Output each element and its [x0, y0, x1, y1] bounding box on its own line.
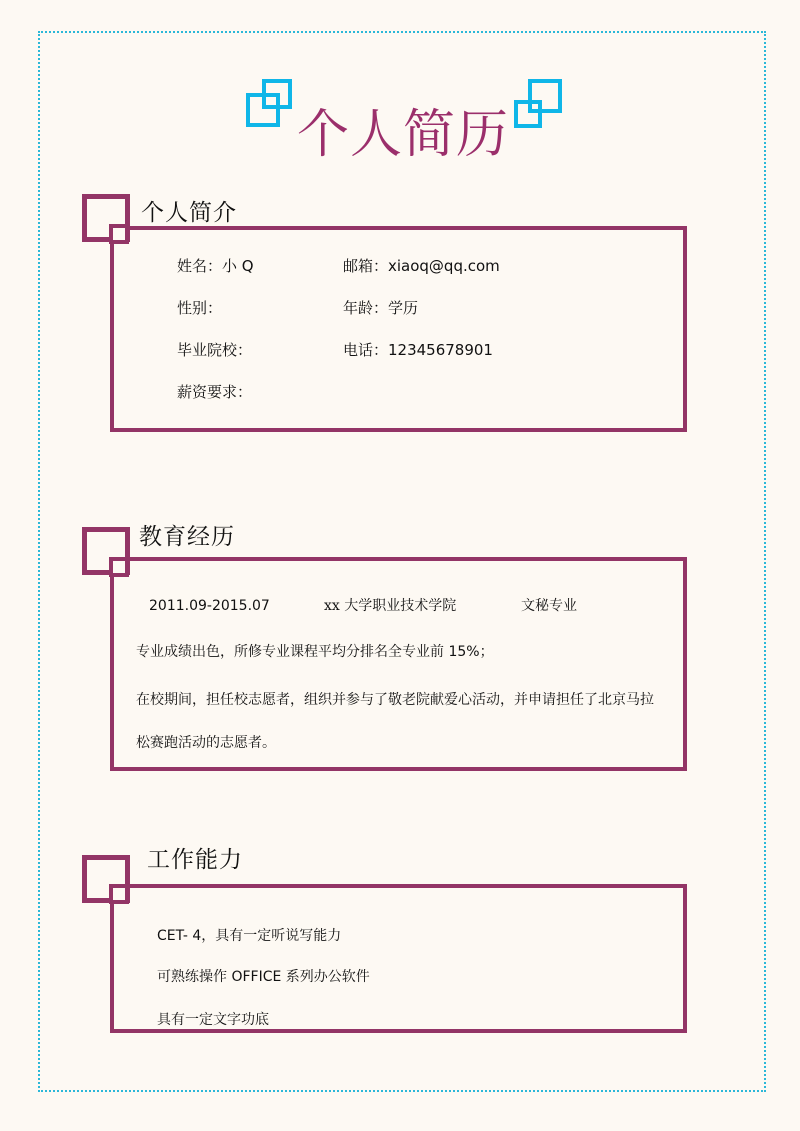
skills-section-deco-small [109, 884, 129, 904]
education-section-title: 教育经历 [139, 524, 235, 550]
page-title: 个人简历 [296, 105, 509, 165]
education-line-3: 松赛跑活动的志愿者。 [136, 735, 276, 751]
profile-name: 姓名：小 Q [177, 257, 254, 275]
profile-section-title: 个人简介 [141, 200, 237, 226]
profile-salary: 薪资要求： [177, 383, 253, 401]
education-major: 文秘专业 [521, 598, 577, 614]
skill-item-3: 具有一定文字功底 [157, 1012, 269, 1028]
profile-school: 毕业院校： [177, 341, 253, 359]
profile-email: 邮箱：xiaoq@qq.com [343, 257, 500, 275]
skills-section-title: 工作能力 [147, 847, 243, 873]
education-line-1: 专业成绩出色，所修专业课程平均分排名全专业前 15%； [136, 644, 494, 660]
skill-item-1: CET- 4，具有一定听说写能力 [157, 928, 342, 944]
profile-section-deco-small [109, 224, 129, 244]
profile-gender: 性别： [177, 299, 223, 317]
profile-age-education: 年龄：学历 [343, 299, 419, 317]
skill-item-2: 可熟练操作 OFFICE 系列办公软件 [157, 969, 370, 985]
profile-phone: 电话：12345678901 [343, 341, 493, 359]
education-period: 2011.09-2015.07 [149, 598, 270, 614]
education-school: xx 大学职业技术学院 [324, 598, 457, 614]
education-section-deco-small [109, 557, 129, 577]
education-line-2: 在校期间，担任校志愿者，组织并参与了敬老院献爱心活动，并申请担任了北京马拉 [136, 692, 654, 708]
